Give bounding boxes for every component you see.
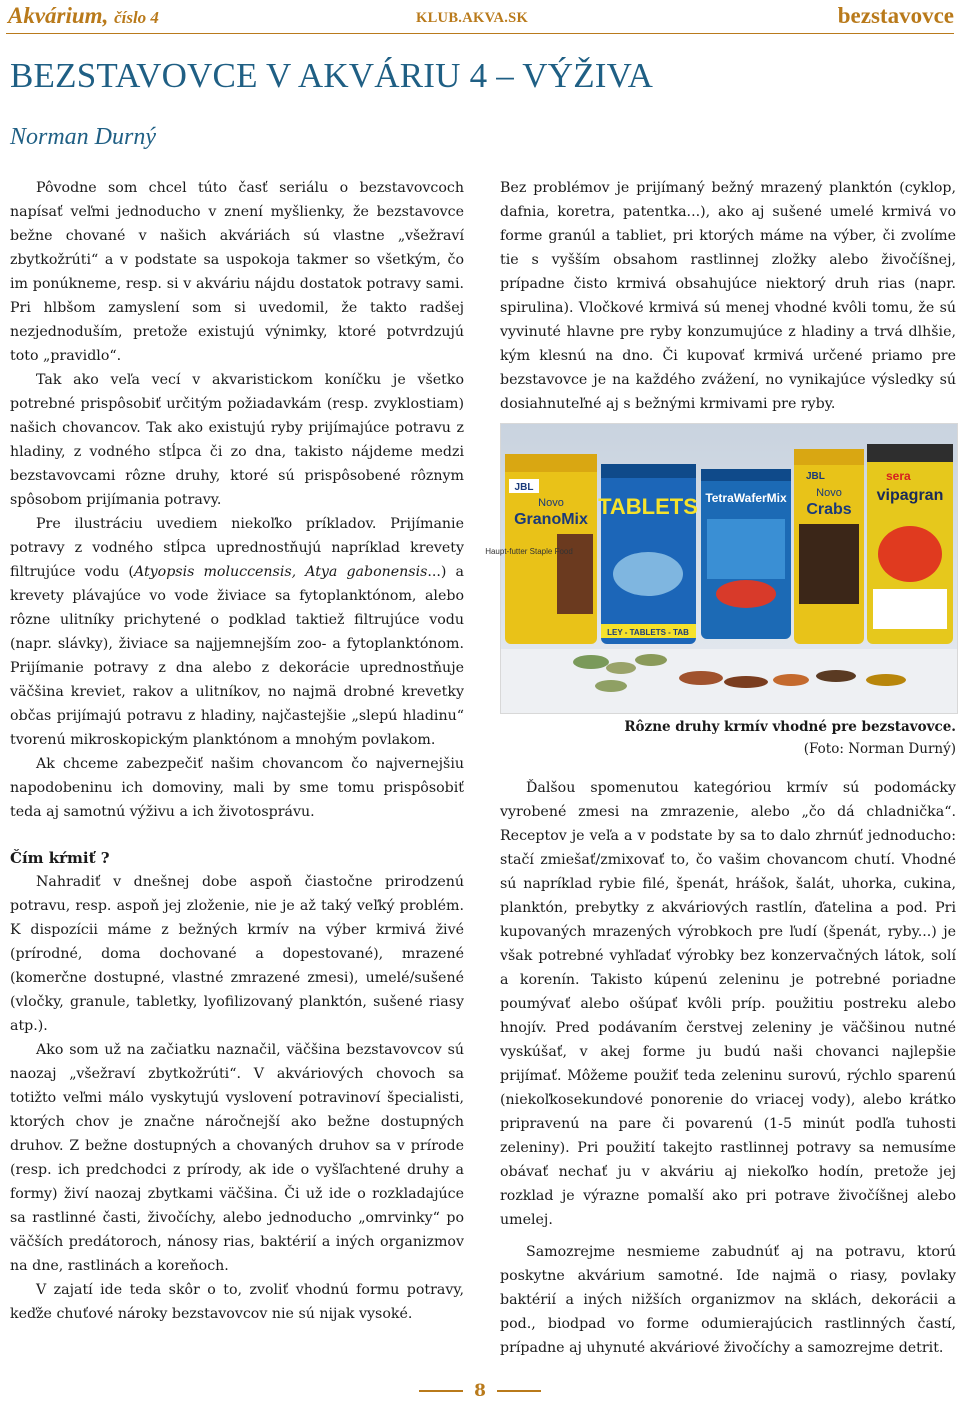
- paragraph: Ako som už na začiatku naznačil, väčšina bezstavovcov sú naozaj „všežraví zbytkožrúti“. V akváriových chovoch sa totižto veľmi málo vyskytujú vyslovení potravinoví špecialisti, ktorých chov je značne náročnejší ako bežne dostupných druhov. Z bežne dostupných a chovaných druhov sa v prírode (resp. ich predchodci z prírody, ak ide o vyšľachtené druhy a formy) živí naozaj zbytkami väčšina. Či už ide o rozkladajúce sa rastlinné časti, živočíchy, alebo jednoducho „omrvinky“ po väčších predátoroch, nánosy rias, baktérií a iných organizmov na dne, rastlinách a koreňoch.: [10, 1042, 464, 1274]
- paragraph: V zajatí ide teda skôr o to, zvoliť vhodnú formu potravy, keďže chuťové nároky bezstavovcov nie sú nijak vysoké.: [10, 1282, 464, 1322]
- paragraph: Bez problémov je prijímaný bežný mrazený planktón (cyklop, dafnia, koretra, patentka...), ako aj sušené umelé krmivá vo forme granúl a tabliet, pri ktorých máme na výber, či zvolíme tie s vyšším obsahom rastlinnej zložky alebo živočíšnej, prípadne čisto krmivá obsahujúce niektorý druh rias (napr. spirulina). Vločkové krmivá sú menej vhodné kvôli tomu, že sú vyvinuté hlavne pre ryby konzumujúce z hladiny a trvá dlhšie, kým klesnú na dno. Či kupovať krmivá určené priamo pre bezstavovce je na každého zvážení, no vynikajúce výsledky sú dosiahnuteľné aj s bežnými krmivami pre ryby.: [500, 180, 956, 412]
- page-number: 8: [474, 1380, 486, 1401]
- food-cans-photo: [485, 423, 958, 714]
- svg-text:Novo: Novo: [538, 497, 564, 509]
- paragraph: Pre ilustráciu uvediem niekoľko príkladov. Prijímanie potravy z vodného stĺpca uprednostňujú napríklad krevety filtrujúce vodu (Atyopsis moluccensis, Atya gabonensis...) a krevety plávajúce vo vode živiace sa fytoplanktónom, alebo rôzne ulitníky prichytené o podklad taktiež filtrujúce vodu (napr. slávky), živiace sa najjemnejším zoo- a fytoplanktónom. Prijímanie potravy z dna alebo z dekorácie uprednostňuje väčšina kreviet, rakov a ulitníkov, no najmä drobné krevetky občas prijímajú potravu z hladiny, najčastejšie „slepú hladinu“ tvorenú mikroskopickým planktónom a mnohým povlakom.: [10, 516, 464, 748]
- svg-text:TABLETS: TABLETS: [598, 494, 698, 519]
- left-column: [10, 176, 464, 1326]
- svg-text:JBL: JBL: [806, 471, 825, 482]
- svg-text:vipagran: vipagran: [876, 487, 944, 504]
- article-author: Norman Durný: [10, 124, 157, 150]
- can-tablets: [598, 464, 698, 644]
- can-brand: JBL: [514, 482, 534, 493]
- header-rule: [6, 33, 954, 34]
- can-crabs: [794, 449, 864, 644]
- magazine-title: Akvárium, číslo 4: [8, 3, 159, 28]
- paragraph: Samozrejme nesmieme zabudnúť aj na potravu, ktorú poskytne akvárium samotné. Ide najmä o riasy, povlaky baktérií a iných nižších organizmov na sklách, dekorácii a pod., biodpad vo forme odumierajúcich rastlinných častí, prípadne aj uhynuté akváriové živočíchy a samozrejme detrit.: [500, 1244, 956, 1356]
- page-footer: [0, 1380, 960, 1401]
- subheading: Čím kŕmiť ?: [10, 849, 110, 867]
- photo-credit: (Foto: Norman Durný): [803, 741, 956, 757]
- species-names: Atyopsis moluccensis, Atya gabonensis: [133, 564, 428, 580]
- caption-text: Rôzne druhy krmív vhodné pre bezstavovce.: [624, 719, 956, 735]
- paragraph: Tak ako veľa vecí v akvaristickom koníčku je všetko potrebné prispôsobiť určitým požiadavkám (resp. zvyklostiam) našich chovancov. Tak ako existujú ryby prijímajúce potravu z hladiny, z vodného stĺpca či zo dna, takisto nájdeme medzi bezstavovcami rôzne druhy, ktoré sú prispôsobené rôznym spôsobom prijímania potravy.: [10, 372, 464, 508]
- page-header: [0, 0, 960, 34]
- can-tetrawafermix: [701, 469, 791, 639]
- svg-text:GranoMix: GranoMix: [514, 511, 588, 528]
- paragraph: Pôvodne som chcel túto časť seriálu o bezstavovcoch napísať veľmi jednoducho v znení myšlienky, že bezstavovce bežne chované v našich akváriách sú vlastne „všežraví zbytkožrúti“ a v podstate sa uspokoja takmer so všetkým, čo im ponúkneme, resp. si v akváriu nájdu dostatok potravy sami. Pri hlbšom zamyslení som si uvedomil, že takto radšej nezjednoduším, pretože existujú výnimky, ktoré potvrdzujú toto „pravidlo“.: [10, 180, 464, 364]
- article-title: BEZSTAVOVCE V AKVÁRIU 4 – VÝŽIVA: [10, 56, 654, 95]
- svg-text:Novo: Novo: [816, 487, 842, 499]
- svg-text:sera: sera: [886, 469, 911, 483]
- svg-text:Crabs: Crabs: [806, 501, 852, 518]
- footer-rule-left: [419, 1390, 463, 1392]
- svg-text:Haupt-futter Staple Food: Haupt-futter Staple Food: [485, 547, 573, 556]
- section-name: bezstavovce: [837, 3, 954, 28]
- svg-text:TetraWaferMix: TetraWaferMix: [705, 491, 787, 505]
- paragraph: Ak chceme zabezpečiť našim chovancom čo najvernejšiu napodobeninu ich domoviny, mali by sme tomu prispôsobiť teda aj samotnú výživu a ich životosprávu.: [10, 756, 464, 820]
- photo-caption: [500, 716, 956, 760]
- food-cans-illustration: [485, 424, 957, 713]
- paragraph: Ďalšou spomenutou kategóriou krmív sú podomácky vyrobené zmesi na zmrazenie, alebo „čo dá chladnička“. Receptov je veľa a v podstate by sa to dalo zhrnúť jednoducho: stačí zmiešať/zmixovať to, čo vašim chovancom chutí. Vhodné sú napríklad rybie filé, špenát, hrášok, šalát, uhorka, cukina, planktón, prebytky z akváriových rastlín, ďatelina a pod. Pri kupovaných mrazených výrobkoch pre ľudí (špenát, ryby...) je však potrebné vyhľadať výrobky bez konzervačných látok, solí a korenín. Takisto kúpenú zeleninu je potrebné poriadne poumývať alebo ošúpať kvôli príp. použitiu postreku alebo hnojív. Pred podávaním čerstvej zeleniny je väčšinou nutné vyskúšať, v akej forme ju budú naši chovanci najlepšie prijímať. Môžeme použiť teda zeleninu surovú, rýchlo sparenú (niekoľkosekundové ponorenie do vriacej vody), alebo krátko pripravenú na pare či povarenú (1-5 minút podľa tuhosti zeleniny). Pri použití takejto rastlinnej potravy sa nemusíme obávať nechať ju v akváriu aj niekoľko hodín, pretože jej rozklad je výrazne pomalší ako pri potrave živočíšnej alebo umelej.: [500, 780, 956, 1228]
- footer-rule-right: [497, 1390, 541, 1392]
- right-column-bottom: [500, 776, 956, 1360]
- issue-number: číslo 4: [114, 8, 159, 27]
- right-column-top: [500, 176, 956, 416]
- paragraph: Nahradiť v dnešnej dobe aspoň čiastočne prirodzenú potravu, resp. aspoň jej zloženie, nie je až taký veľký problém. K dispozícii máme z bežných krmív na výber krmivá živé (prírodné, doma dochované a dopestované), mrazené (komerčne dostupné, vlastné zmrazené zmesi), umelé/sušené (vločky, granule, tabletky, lyofilizovaný planktón, sušené riasy atp.).: [10, 874, 464, 1034]
- can-vipagran: [867, 444, 953, 644]
- site-name: KLUB.AKVA.SK: [416, 10, 529, 26]
- svg-text:LEY - TABLETS - TAB: LEY - TABLETS - TAB: [607, 628, 689, 637]
